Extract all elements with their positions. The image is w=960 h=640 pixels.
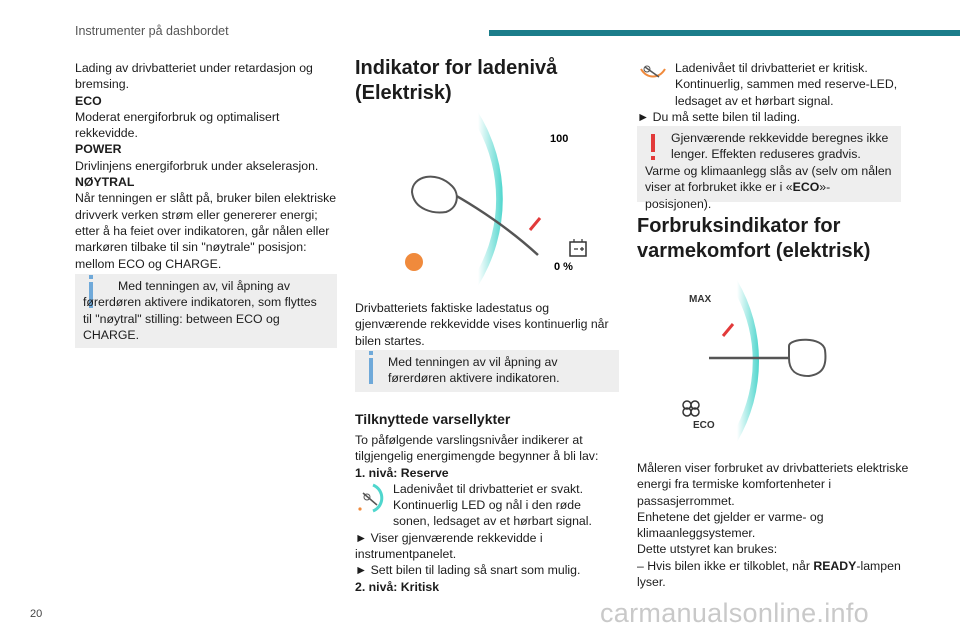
page-header-title: Instrumenter på dashbordet — [75, 24, 229, 38]
column-1 — [75, 60, 340, 272]
page-number: 20 — [30, 608, 43, 620]
critical-warning-icon — [637, 61, 669, 89]
gauge-max-label: MAX — [689, 294, 712, 305]
paragraph: To påfølgende varslingsnivåer indikerer at tilgjengelig energimengde begynner å bli lav: — [355, 433, 599, 464]
subheading: Tilknyttede varsellykter — [355, 411, 511, 427]
exclamation-icon — [651, 134, 655, 152]
fan-icon — [683, 401, 699, 416]
ready-bold: READY — [813, 558, 857, 573]
mode-label-eco: ECO — [75, 93, 102, 108]
paragraph: Når tenningen er slått på, bruker bilen elektriske drivverk verken strøm eller genererer energi; etter å ha feiet over indikatoren, går nålen eller markøren tilbake til sin "nøytrale" posisjon: mellom ECO og CHARGE. — [75, 191, 337, 271]
critical-row — [637, 60, 902, 109]
paragraph: Lading av drivbatteriet under retardasjon og bremsing. — [75, 61, 313, 92]
level-1-row — [355, 481, 620, 530]
text-part: – Hvis bilen ikke er tilkoblet, når — [637, 558, 814, 573]
watermark: carmanualsonline.info — [600, 598, 869, 628]
column-3-top — [637, 60, 902, 125]
warning-dot — [405, 253, 423, 271]
level-1-label: 1. nivå: Reserve — [355, 465, 449, 480]
text-part: -lampen lyser. — [637, 558, 901, 590]
gauge-bottom-label: 0 % — [554, 261, 573, 273]
paragraph — [637, 558, 912, 591]
bullet: ► Du må sette bilen til lading. — [637, 109, 801, 124]
red-zone-marker — [723, 324, 733, 336]
header-accent-bar — [489, 30, 960, 36]
gauge-arc — [737, 280, 759, 442]
eco-bold: ECO — [792, 180, 820, 195]
needle-hub-icon — [412, 177, 457, 213]
warning-text-part: »-posisjonen). — [645, 180, 831, 211]
thermal-comfort-gauge — [675, 276, 855, 446]
info-box — [355, 350, 619, 392]
mode-label-power: POWER — [75, 142, 122, 157]
section-heading: Indikator for ladenivå (Elektrisk) — [355, 57, 558, 104]
column-3-body — [637, 460, 912, 590]
warning-text-2 — [645, 163, 895, 212]
warning-text-1: Gjenværende rekkevidde beregnes ikke lenger. Effekten reduseres gradvis. — [671, 131, 889, 162]
info-icon — [369, 358, 373, 384]
paragraph: Moderat energiforbruk og optimalisert rekkevidde. — [75, 109, 280, 141]
gauge-eco-label: ECO — [693, 420, 715, 431]
battery-icon — [570, 239, 586, 256]
gauge-top-label: 100 — [550, 133, 569, 145]
info-box — [75, 274, 337, 348]
mode-label-neutral: NØYTRAL — [75, 175, 135, 190]
column-2-body — [355, 432, 620, 595]
critical-text: Ladenivået til drivbatteriet er kritisk. Kontinuerlig, sammen med reserve-LED, ledsaget av et hørbart signal. — [675, 61, 898, 108]
paragraph: Dette utstyret kan brukes: — [637, 542, 778, 557]
red-zone-marker — [530, 218, 540, 230]
paragraph: Enhetene det gjelder er varme- og klimaanleggsystemer. — [637, 509, 824, 541]
paragraph: Drivlinjens energiforbruk under akselerasjon. — [75, 158, 319, 173]
level-2-label: 2. nivå: Kritisk — [355, 579, 440, 594]
info-text: Med tenningen av, vil åpning av førerdøren aktivere indikatoren, som flyttes til "nøytral" stilling: between ECO og CHARGE. — [83, 279, 317, 342]
warning-text-part: Varme og klimaanlegg slås av (selv om nålen viser at forbruket ikke er i « — [645, 164, 892, 195]
bullet: ► Sett bilen til lading så snart som mulig. — [355, 563, 581, 578]
section-heading: Forbruksindikator for varmekomfort (elektrisk) — [637, 215, 871, 262]
charge-level-gauge — [390, 110, 605, 290]
bullet: ► Viser gjenværende rekkevidde i instrumentpanelet. — [355, 530, 543, 562]
gauge-description: Drivbatteriets faktiske ladestatus og gjenværende rekkevidde vises kontinuerlig når bilen startes. — [355, 301, 609, 348]
warning-box — [637, 126, 901, 211]
reserve-warning-icon — [355, 483, 387, 513]
gauge-arc — [478, 112, 503, 286]
needle-hub-icon — [789, 340, 825, 376]
level-1-text: Ladenivået til drivbatteriet er svakt. Kontinuerlig LED og nål i den røde sonen, ledsaget av et hørbart signal. — [393, 481, 592, 529]
info-text: Med tenningen av vil åpning av førerdøren aktivere indikatoren. — [388, 355, 560, 386]
paragraph: Måleren viser forbruket av drivbatteriets elektriske energi fra termiske komfortenheter i passasjerrommet. — [637, 461, 909, 508]
